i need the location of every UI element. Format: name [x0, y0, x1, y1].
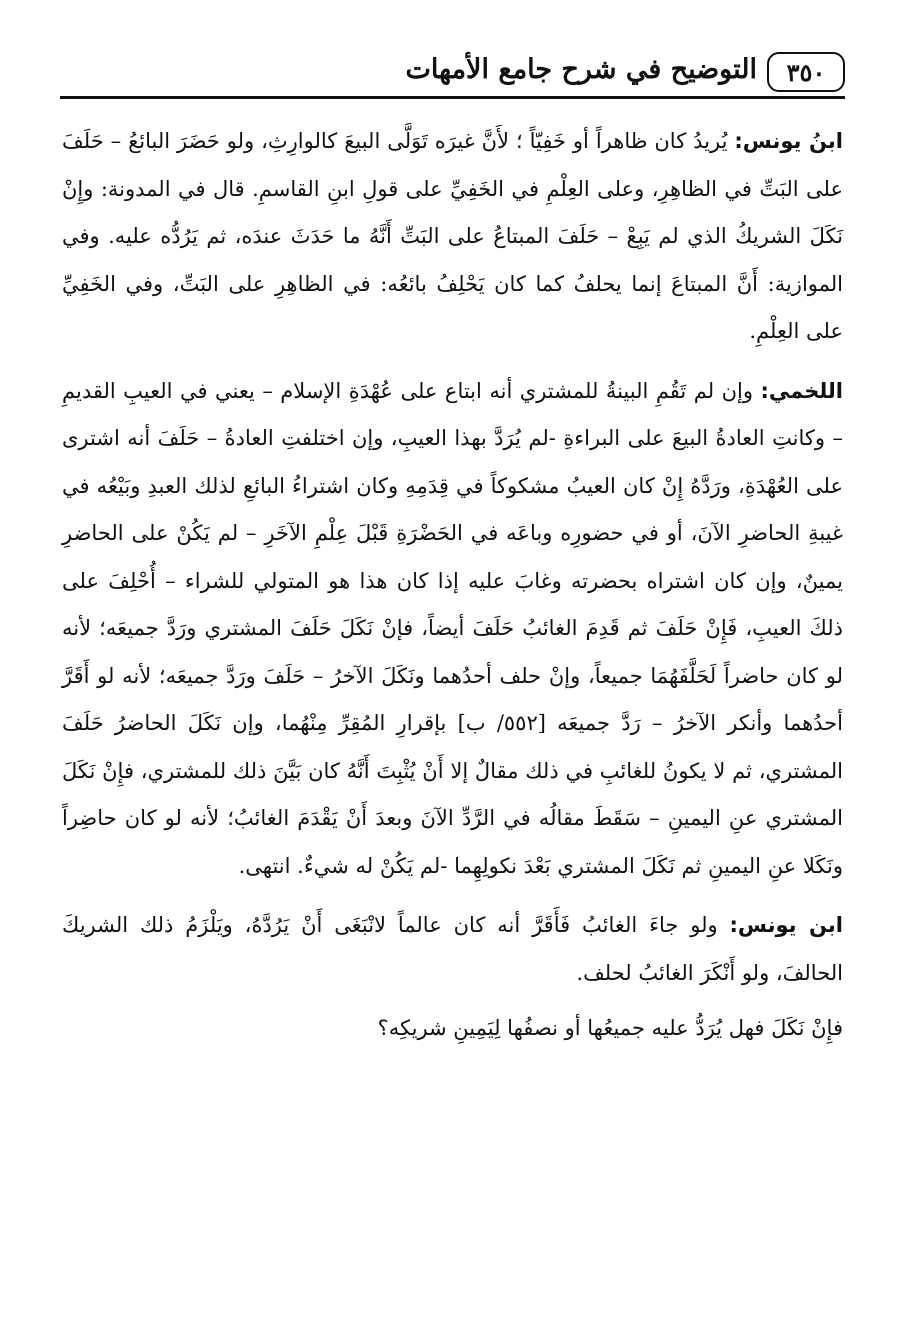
paragraph-text: ولو جاءَ الغائبُ فَأَقَرَّ أنه كان عالماً لانْبَغَى أَنْ يَرُدَّهُ، ويَلْزَمُ ذلك الشريكَ الحالفَ، ولو أَنْكَرَ الغائبُ لحلف.: [62, 913, 843, 985]
paragraph-text: يُريدُ كان ظاهراً أو خَفِيّاً ؛ لأَنَّ غيرَه تَوَلَّى البيعَ كالوارِثِ، ولو حَضَرَ البائعُ – حَلَفَ على البَتِّ في الظاهِرِ، وعلى العِلْمِ في الخَفِيِّ على قولِ ابنِ القاسمِ. قال في المدونة: وإِنْ نَكَلَ الشريكُ الذي لم يَبِعْ – حَلَفَ المبتاعُ على البَتِّ أَنَّهُ ما حَدَثَ عندَه، ثم يَرُدُّه عليه. وفي الموازية: أَنَّ المبتاعَ إنما يحلفُ كما كان يَحْلِفُ بائعُه: في الظاهِرِ على البَتِّ، وفي الخَفِيِّ على العِلْمِ.: [62, 129, 843, 343]
header-divider: [60, 96, 845, 99]
speaker-label: اللخمي:: [760, 378, 843, 403]
paragraph-ibn-yunus-2: [62, 902, 843, 997]
paragraph-text: فإِنْ نَكَلَ فهل يُرَدُّ عليه جميعُها أو نصفُها لِيَمِينِ شريكِه؟: [377, 1016, 843, 1040]
page-number: ٣٥٠: [767, 52, 845, 92]
paragraph-text: وإن لم تَقُمِ البينةُ للمشتري أنه ابتاع على عُهْدَةِ الإسلام – يعني في العيبِ القديمِ – وكانتِ العادةُ البيعَ على البراءةِ -لم يُرَدَّ بهذا العيبِ، وإن اختلفتِ العادةُ – حَلَفَ أنه اشترى على العُهْدَةِ، ورَدَّهُ إِنْ كان العيبُ مشكوكاً في قِدَمِهِ وكان اشتراءُ البائعِ لذلك العبدِ وبَيْعُه في غيبةِ الحاضرِ الآنَ، أو في حضورِه وباعَه في الحَضْرَةِ قَبْلَ عِلْمِ الآخَرِ – لم يَكُنْ على الحاضرِ يمينٌ، وإن كان اشتراه بحضرته وغابَ عليه إذا كان هذا هو المتولي للشراء – أُحْلِفَ على ذلكَ العيبِ، فَإِنْ حَلَفَ ثم قَدِمَ الغائبُ حَلَفَ أيضاً، فإنْ نَكَلَ حَلَفَ المشتري ورَدَّ جميعَه؛ لأنه لو كان حاضراً لَحَلَّفَهُمَا جميعاً، وإنْ حلف أحدُهما ونَكَلَ الآخرُ – حَلَفَ ورَدَّ جميعَه؛ لأنه لو أَقَرَّ أحدُهما وأنكر الآخرُ – رَدَّ جميعَه [٥٥٢/ ب] بإقرارِ المُقِرِّ مِنْهُما، وإن نَكَلَ الحاضرُ حَلَفَ المشتري، ثم لا يكونُ للغائبِ في ذلك مقالٌ إلا أَنْ يُثْبِتَ أَنَّهُ كان بَيَّنَ ذلك للمشتري، فإِنْ نَكَلَ المشتري عنِ اليمينِ – سَقَطَ مقالُه في الرَّدِّ الآنَ وبعدَ أَنْ يَقْدَمَ الغائبُ؛ لأنه لو كان حاضِراً ونَكَلا عنِ اليمينِ ثم نَكَلَ المشتري بَعْدَ نكولِهِما -لم يَكُنْ له شيءٌ. انتهى.: [62, 378, 843, 878]
speaker-label: ابنُ يونس:: [734, 129, 843, 153]
body-text: [62, 118, 843, 1065]
paragraph-ibn-yunus-1: [62, 118, 843, 356]
page-header: [60, 52, 845, 100]
paragraph-question: [62, 1005, 843, 1053]
paragraph-lakhmi: [62, 368, 843, 891]
speaker-label: ابن يونس:: [729, 913, 843, 937]
book-title: التوضيح في شرح جامع الأمهات: [405, 54, 757, 85]
